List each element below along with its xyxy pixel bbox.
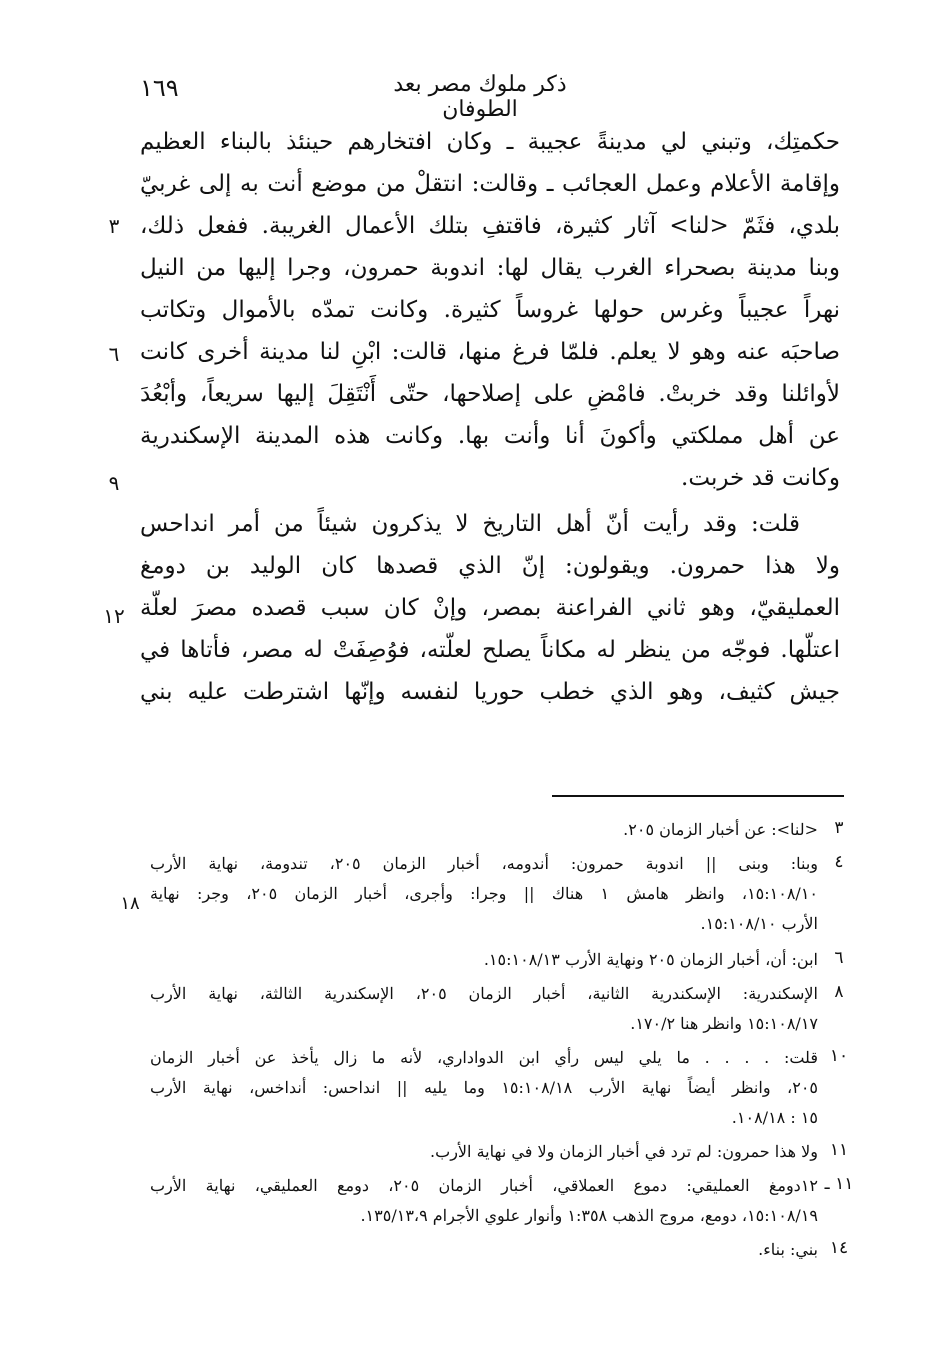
footnote-number: ١٠	[829, 1046, 849, 1066]
page-number: ١٦٩	[140, 74, 179, 102]
footnote-line: بني: بناء.	[758, 1240, 818, 1259]
footnote-number: ٨	[834, 982, 844, 1002]
footnote-number: ٦	[834, 948, 844, 968]
body-line: العمليقيّ، وهو ثاني الفراعنة بمصر، وإنْ كان سبب قصده مصرَ لعلّة	[140, 595, 840, 621]
footnote-line: ١٢دومغ العمليقي: دموع العملاقي، أخبار الزمان ٢٠٥، دومع العمليقي، نهاية الأرب	[150, 1176, 818, 1195]
footnote-number: ١٤	[829, 1238, 849, 1258]
footnote-margin-number: ١٨	[120, 893, 140, 914]
body-line: عن أهل مملكتي وأكونَ أنا وأنت بها. وكانت هذه المدينة الإسكندرية	[140, 423, 840, 449]
footnote-line: الأرب ١٥:١٠٨/١٠.	[700, 914, 818, 933]
footnote-line: ولا هذا حمرون: لم ترد في أخبار الزمان ولا في نهاية الأرب.	[430, 1142, 818, 1161]
footnote-number: ١١ ـ	[824, 1174, 854, 1194]
footnote-line: <لنا>: عن أخبار الزمان ٢٠٥.	[623, 820, 818, 839]
body-line: وبنا مدينة بصحراء الغرب يقال لها: اندوبة حمرون، وجرا إليها من النيل	[140, 255, 840, 281]
body-line: اعتلّها. فوجّه من ينظر له مكاناً يصلح لعلّته، فوُصِفَتْ له مصر، فأتاها في	[140, 637, 840, 663]
footnote-separator	[552, 795, 844, 797]
margin-line-number: ٩	[108, 471, 120, 495]
body-line: وكانت قد خربت.	[681, 465, 840, 491]
footnote-line: ١٥:١٠٨/١٧ وانظر هنا ١٧٠/٢.	[630, 1014, 818, 1033]
running-title: ذكر ملوك مصر بعد الطوفان	[393, 72, 567, 122]
body-line: صاحبَه عنه وهو لا يعلم. فلمّا فرغ منها، قالت: ابْنِ لنا مدينة أخرى كانت	[140, 339, 840, 365]
margin-line-number: ٦	[108, 342, 120, 366]
footnote-number: ٤	[834, 852, 844, 872]
footnote-line: ١٥:١٠٨/١٠، وانظر هامش ١ هناك || وجرا: وأجرى، أخبار الزمان ٢٠٥، وجر: نهاية	[150, 884, 818, 903]
body-line: جيش كثيف، وهو الذي خطب حوريا لنفسه وإنّها اشترطت عليه بني	[140, 679, 840, 705]
footnote-line: ١٥:١٠٨/١٩، دومع، مروج الذهب ١:٣٥٨ وأنوار علوي الأجرام ١٣٥/١٣،٩.	[360, 1206, 818, 1225]
footnote-number: ١١	[829, 1140, 849, 1160]
footnote-line: الإسكندرية: الإسكندرية الثانية، أخبار الزمان ٢٠٥، الإسكندرية الثالثة، نهاية الأرب	[150, 984, 818, 1003]
footnote-line: ابن: أن، أخبار الزمان ٢٠٥ ونهاية الأرب ١٥:١٠٨/١٣.	[483, 950, 818, 969]
footnote-number: ٣	[834, 818, 844, 838]
body-line: وإقامة الأعلام وعمل العجائب ـ وقالت: انتقلْ من موضع أنت به إلى غربيّ	[140, 171, 840, 197]
margin-line-number: ٣	[108, 214, 120, 238]
margin-line-number: ١٢	[103, 604, 125, 628]
body-line: قلت: وقد رأيت أنّ أهل التاريخ لا يذكرون شيئاً من أمر انداحس	[140, 511, 800, 537]
body-line: لأوائلنا وقد خربتْ. فامْضِ على إصلاحها، حتّى أَنْتَقِلَ إليها سريعاً، وأبْعُدَ	[140, 381, 840, 407]
footnote-line: قلت: . . . . ما يلي ليس رأي ابن الدواداري، لأنه ما زال يأخذ عن أخبار الزمان	[150, 1048, 818, 1067]
body-line: ولا هذا حمرون. ويقولون: إنّ الذي قصدها كان الوليد بن دومغ	[140, 553, 840, 579]
footnote-line: ٢٠٥، وانظر أيضاً نهاية الأرب ١٥:١٠٨/١٨ وما يليه || انداحس: أنداخس، نهاية الأرب	[150, 1078, 818, 1097]
body-line: نهراً عجيباً وغرس حولها غروساً كثيرة. وكانت تمدّه بالأموال وتكاتب	[140, 297, 840, 323]
footnote-line: وبنا: وبنى || اندوبة حمرون: أندومه، أخبار الزمان ٢٠٥، تندومة، نهاية الأرب	[150, 854, 818, 873]
body-line: حكمتِك، وتبني لي مدينةً عجيبة ـ وكان افتخارهم حينئذ بالبناء العظيم	[140, 129, 840, 155]
footnote-line: ١٥ : ١٠٨/١٨.	[731, 1108, 818, 1127]
body-line: بلدي، فثَمّ <لنا> آثار كثيرة، فاقتفِ بتلك الأعمال الغريبة. ففعل ذلك،	[140, 213, 840, 239]
